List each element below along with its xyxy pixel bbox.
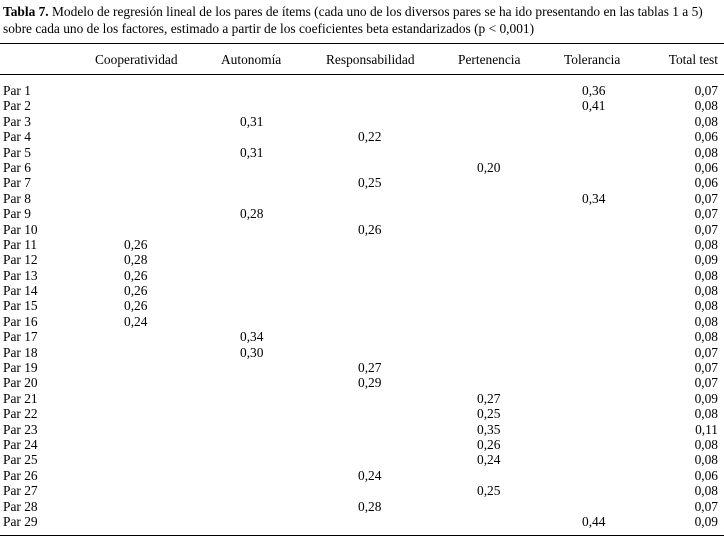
table-caption [3, 3, 719, 37]
cell-responsabilidad: 0,24 [358, 467, 382, 483]
cell-total-test: 0,07 [694, 375, 718, 391]
cell-pertenencia: 0,24 [477, 452, 501, 468]
table-row [0, 452, 724, 467]
row-label: Par 20 [3, 375, 38, 391]
row-label: Par 7 [3, 175, 31, 191]
table-body [0, 83, 724, 529]
cell-total-test: 0,11 [695, 421, 718, 437]
cell-total-test: 0,06 [694, 129, 718, 145]
cell-responsabilidad: 0,26 [358, 221, 382, 237]
cell-total-test: 0,07 [694, 498, 718, 514]
row-label: Par 25 [3, 452, 38, 468]
row-label: Par 18 [3, 344, 38, 360]
table-row [0, 252, 724, 267]
table-row [0, 406, 724, 421]
cell-tolerancia: 0,34 [582, 190, 606, 206]
table-row [0, 98, 724, 113]
cell-pertenencia: 0,26 [477, 436, 501, 452]
cell-tolerancia: 0,44 [582, 513, 606, 529]
cell-pertenencia: 0,20 [477, 159, 501, 175]
table-row [0, 422, 724, 437]
cell-autonomia: 0,28 [240, 206, 264, 222]
cell-pertenencia: 0,35 [477, 421, 501, 437]
cell-cooperatividad: 0,26 [124, 267, 148, 283]
table-row [0, 499, 724, 514]
row-label: Par 10 [3, 221, 38, 237]
cell-total-test: 0,06 [694, 467, 718, 483]
cell-pertenencia: 0,25 [477, 483, 501, 499]
row-label: Par 27 [3, 483, 38, 499]
table-row [0, 329, 724, 344]
cell-total-test: 0,08 [694, 436, 718, 452]
table-row [0, 360, 724, 375]
header-tolerancia: Tolerancia [564, 52, 621, 67]
cell-responsabilidad: 0,25 [358, 175, 382, 191]
cell-total-test: 0,07 [694, 206, 718, 222]
cell-pertenencia: 0,27 [477, 390, 501, 406]
table-row [0, 345, 724, 360]
row-label: Par 15 [3, 298, 38, 314]
cell-total-test: 0,08 [694, 283, 718, 299]
table-row [0, 160, 724, 175]
row-label: Par 19 [3, 360, 38, 376]
table-row [0, 298, 724, 313]
cell-responsabilidad: 0,28 [358, 498, 382, 514]
table-row [0, 175, 724, 190]
table-row [0, 191, 724, 206]
header-cooperatividad: Cooperatividad [95, 52, 178, 67]
cell-total-test: 0,08 [694, 236, 718, 252]
cell-total-test: 0,09 [694, 513, 718, 529]
table-row [0, 468, 724, 483]
row-label: Par 5 [3, 144, 31, 160]
cell-total-test: 0,08 [694, 313, 718, 329]
cell-autonomia: 0,31 [240, 113, 264, 129]
table-caption-text: Modelo de regresión lineal de los pares de ítems (cada uno de los diversos pares se ha ido presentando en las tablas 1 a 5) sobre cada uno de los factores, estimado a partir de los coeficientes beta estandarizados (p < 0,001) [3, 4, 703, 36]
cell-total-test: 0,06 [694, 175, 718, 191]
cell-total-test: 0,09 [694, 252, 718, 268]
table-row [0, 283, 724, 298]
cell-pertenencia: 0,25 [477, 406, 501, 422]
row-label: Par 24 [3, 436, 38, 452]
table-row [0, 514, 724, 529]
cell-total-test: 0,08 [694, 298, 718, 314]
header-autonomia: Autonomía [221, 52, 282, 67]
cell-total-test: 0,08 [694, 98, 718, 114]
row-label: Par 12 [3, 252, 38, 268]
row-label: Par 16 [3, 313, 38, 329]
row-label: Par 3 [3, 113, 31, 129]
table-row [0, 237, 724, 252]
row-label: Par 8 [3, 190, 31, 206]
table-top-rule [0, 43, 724, 44]
cell-responsabilidad: 0,22 [358, 129, 382, 145]
cell-responsabilidad: 0,29 [358, 375, 382, 391]
table-row [0, 375, 724, 390]
cell-total-test: 0,08 [694, 329, 718, 345]
cell-autonomia: 0,30 [240, 344, 264, 360]
row-label: Par 2 [3, 98, 31, 114]
cell-total-test: 0,07 [694, 83, 718, 98]
table-row [0, 83, 724, 98]
cell-total-test: 0,08 [694, 267, 718, 283]
cell-autonomia: 0,34 [240, 329, 264, 345]
table-header-rule [0, 74, 724, 75]
row-label: Par 1 [3, 83, 31, 98]
cell-cooperatividad: 0,28 [124, 252, 148, 268]
table-caption-label: Tabla 7. [3, 4, 49, 19]
row-label: Par 6 [3, 159, 31, 175]
table-bottom-rule [0, 535, 724, 536]
table-row [0, 129, 724, 144]
row-label: Par 13 [3, 267, 38, 283]
cell-total-test: 0,06 [694, 159, 718, 175]
row-label: Par 9 [3, 206, 31, 222]
cell-tolerancia: 0,41 [582, 98, 606, 114]
row-label: Par 17 [3, 329, 38, 345]
cell-total-test: 0,07 [694, 344, 718, 360]
table-row [0, 222, 724, 237]
header-responsabilidad: Responsabilidad [326, 52, 415, 67]
row-label: Par 21 [3, 390, 38, 406]
table-row [0, 114, 724, 129]
row-label: Par 26 [3, 467, 38, 483]
cell-responsabilidad: 0,27 [358, 360, 382, 376]
cell-total-test: 0,07 [694, 221, 718, 237]
cell-tolerancia: 0,36 [582, 83, 606, 98]
cell-total-test: 0,08 [694, 483, 718, 499]
cell-total-test: 0,08 [694, 113, 718, 129]
table-row [0, 437, 724, 452]
cell-total-test: 0,08 [694, 452, 718, 468]
table-row [0, 206, 724, 221]
cell-total-test: 0,08 [694, 406, 718, 422]
cell-cooperatividad: 0,26 [124, 236, 148, 252]
row-label: Par 23 [3, 421, 38, 437]
table-row [0, 391, 724, 406]
cell-cooperatividad: 0,26 [124, 283, 148, 299]
cell-total-test: 0,07 [694, 190, 718, 206]
row-label: Par 11 [3, 236, 38, 252]
cell-autonomia: 0,31 [240, 144, 264, 160]
header-pertenencia: Pertenencia [458, 52, 521, 67]
row-label: Par 4 [3, 129, 31, 145]
cell-total-test: 0,09 [694, 390, 718, 406]
table-row [0, 483, 724, 498]
cell-cooperatividad: 0,24 [124, 313, 148, 329]
cell-total-test: 0,07 [694, 360, 718, 376]
row-label: Par 22 [3, 406, 38, 422]
table-row [0, 268, 724, 283]
table-row [0, 314, 724, 329]
row-label: Par 28 [3, 498, 38, 514]
row-label: Par 29 [3, 513, 38, 529]
row-label: Par 14 [3, 283, 38, 299]
cell-cooperatividad: 0,26 [124, 298, 148, 314]
table-row [0, 145, 724, 160]
header-total-test: Total test [668, 52, 718, 67]
cell-total-test: 0,08 [694, 144, 718, 160]
